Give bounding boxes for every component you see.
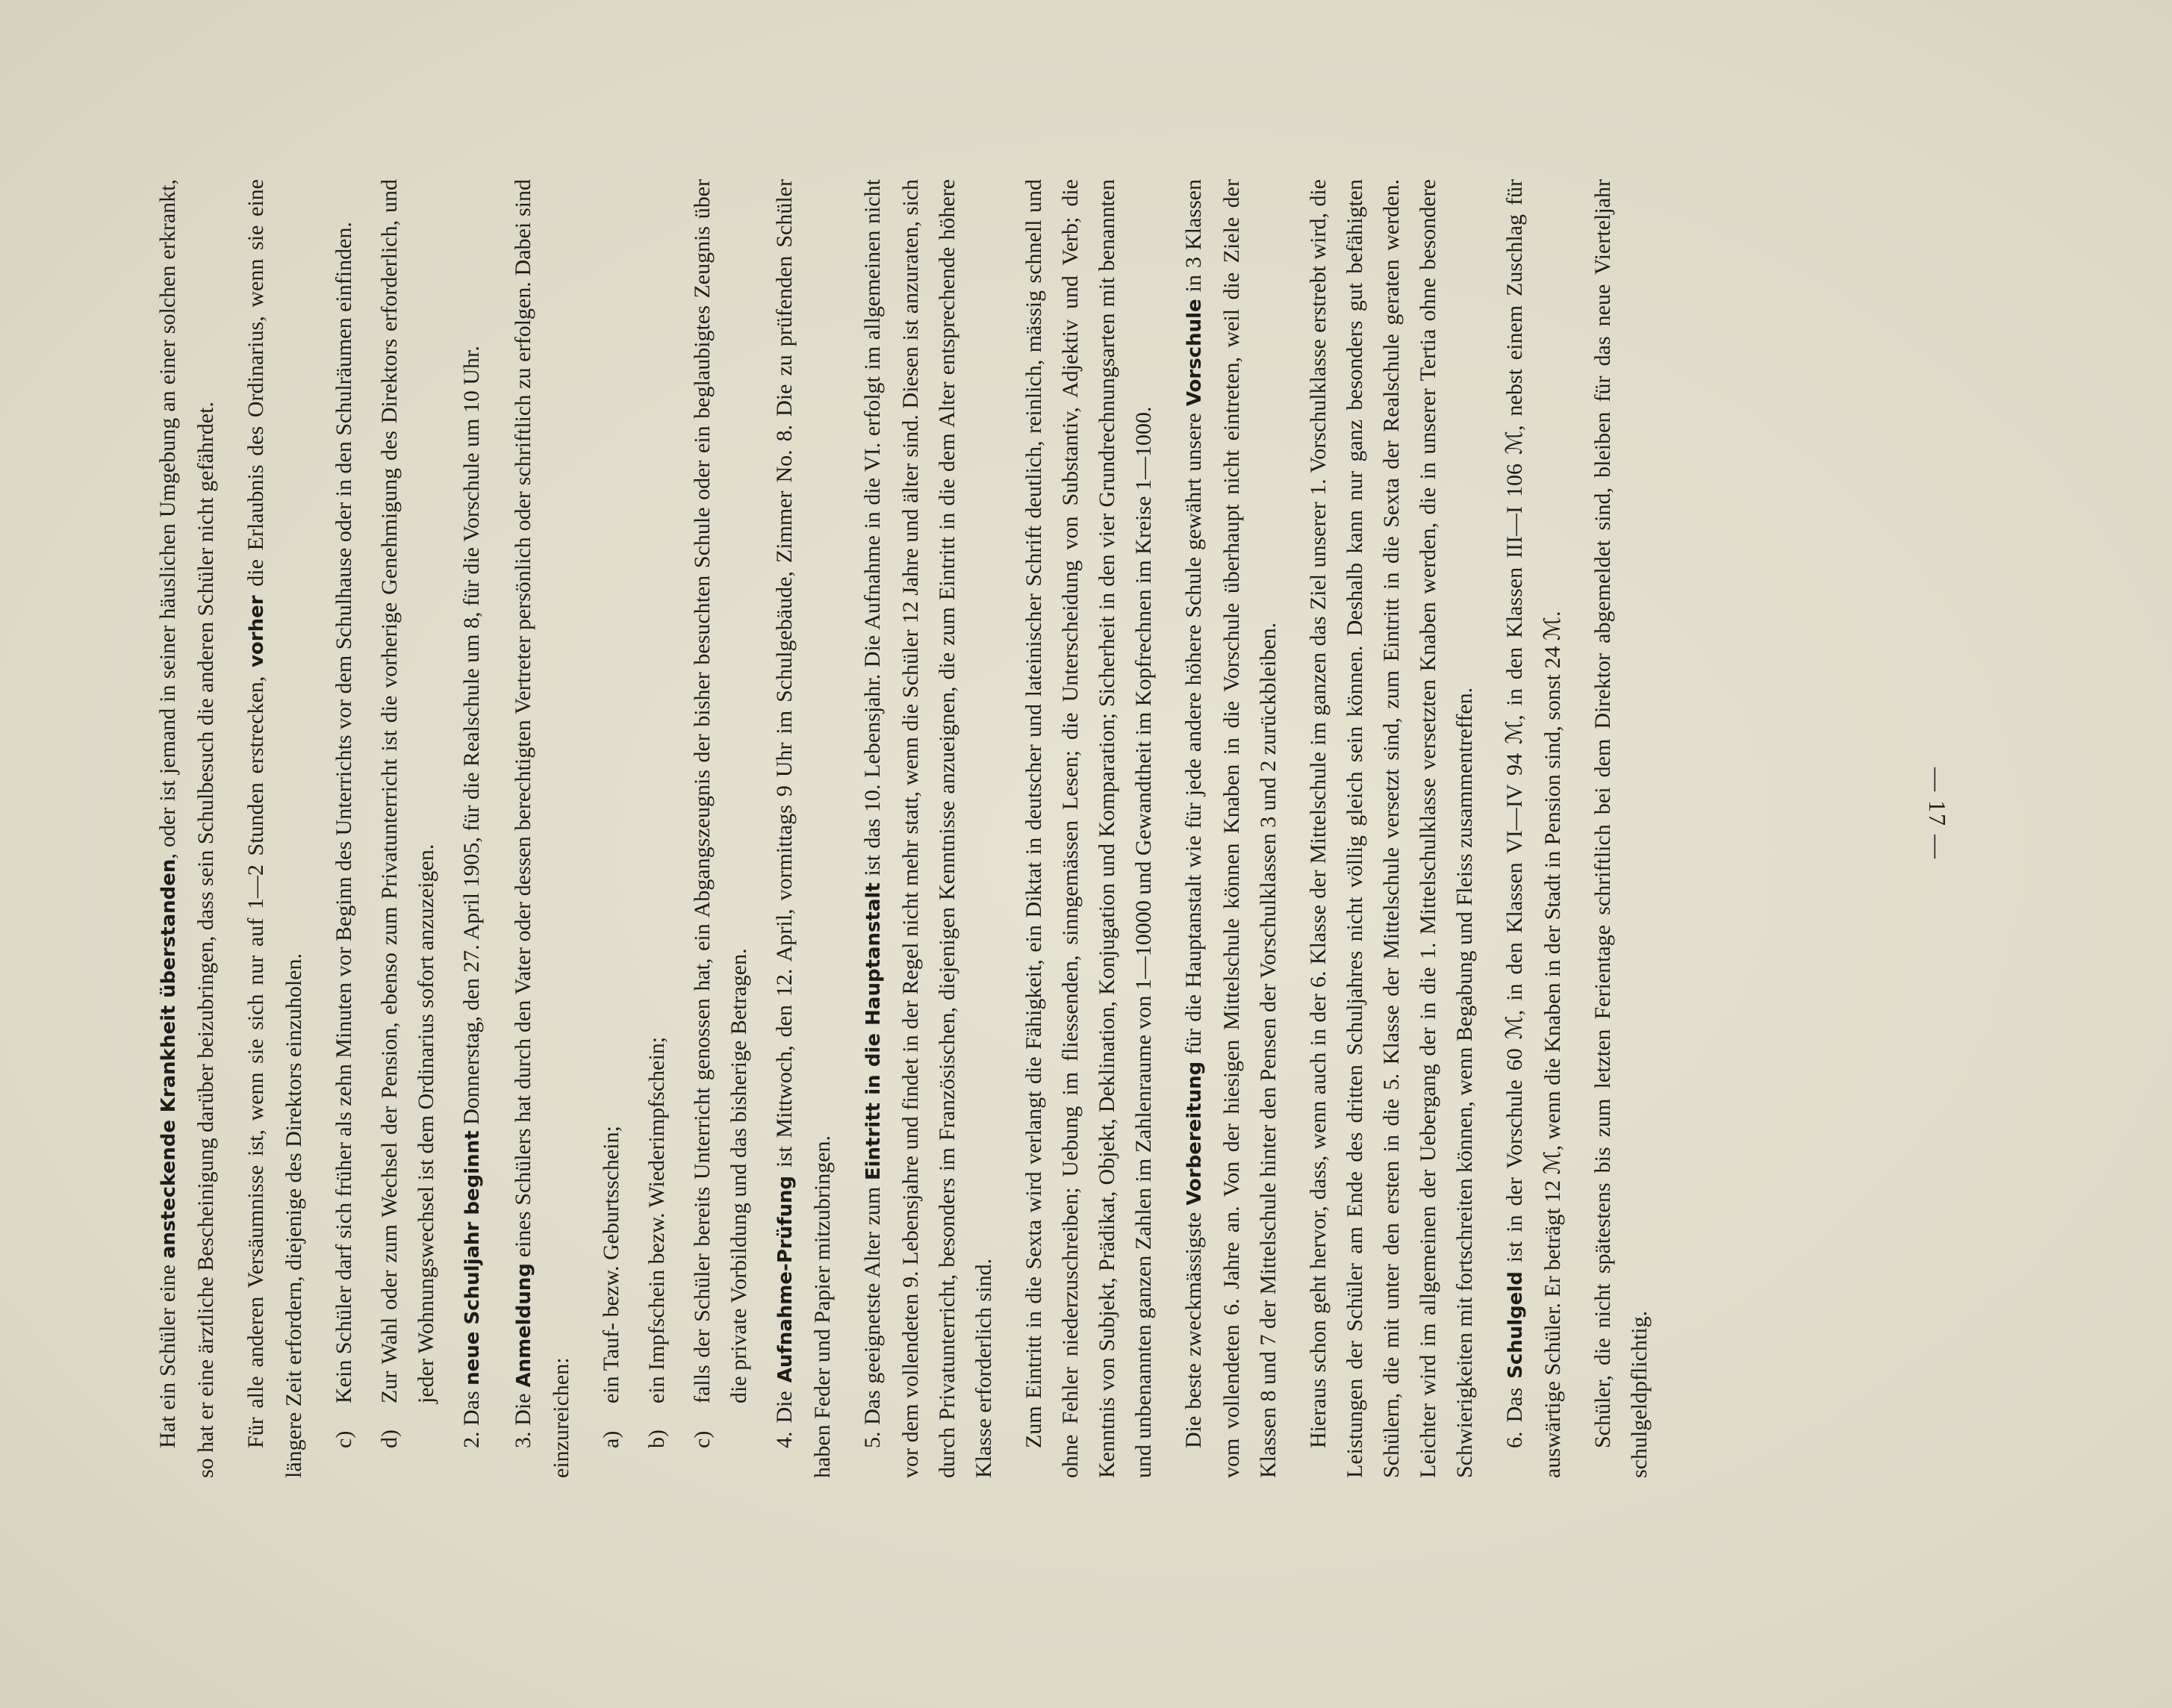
- text-run: ist das 10. Lebensjahr. Die Aufnahme in die VI. erfolgt im allgemeinen nicht vor dem vollendeten 9. Lebensjahre und findet in der Regel nicht mehr statt, wenn die Schüler 12 Jahre und älter sind. Diesen ist anzuraten, sich durch Privatunterricht, besonders im Französischen, diejenigen Kenntnisse anzueignen, die zum Eintritt in die dem Alter entsprechende höhere Klasse erforderlich sind.: [860, 179, 996, 1478]
- list-item-label: a): [599, 1430, 623, 1448]
- text-run: 6. Das: [1502, 1378, 1527, 1448]
- text-run: 5. Das geeignetste Alter zum: [860, 1180, 885, 1448]
- list-item-text: falls der Schüler bereits Unterricht genossen hat, ein Abgangszeugnis der bisher besuchten Schule oder ein beglaubigtes Zeugnis über die private Vorbildung und das bisherige Betragen.: [690, 179, 751, 1403]
- paragraph-contagious-illness: [149, 179, 224, 1478]
- list-item-text: Kein Schüler darf sich früher als zehn Minuten vor Beginn des Unterrichts vor dem Schulhause oder in den Schulräumen einfinden.: [332, 222, 356, 1403]
- text-run: , oder ist jemand in seiner häuslichen Umgebung an einer solchen erkrankt, so hat er eine ärztliche Bescheinigung darüber beizubringen, dass sein Schulbesuch die anderen Schüler nicht gefährdet.: [155, 179, 218, 1478]
- keyword-bold: Schulgeld: [1504, 1271, 1527, 1379]
- text-run: 2. Das: [459, 1385, 484, 1448]
- text-run: die Erlaubnis des Ordinarius, wenn sie eine längere Zeit erfordern, diejenige des Direktors einzuholen.: [243, 179, 306, 1478]
- text-run: 4. Die: [772, 1383, 797, 1448]
- list-item-label: c): [332, 1430, 356, 1448]
- list-item: [326, 179, 362, 1478]
- list-item-text: ein Tauf- bezw. Geburtsschein;: [599, 1126, 623, 1403]
- paragraph-deregistration: Schüler, die nicht spätestens bis zum letzten Ferientage schriftlich bei dem Direktor abgemeldet sind, bleiben für das neue Vierteljahr schulgeldpflichtig.: [1590, 179, 1652, 1478]
- keyword-bold: vorher: [246, 595, 268, 668]
- list-item-label: c): [690, 1430, 715, 1448]
- keyword-bold: Anmeldung: [513, 1263, 535, 1388]
- text-run: für die Hauptanstalt wie für jede andere höhere Schule gewährt unsere: [1181, 406, 1206, 1062]
- text-run: ist Mittwoch, den 12. April, vormittags 9 Uhr im Schulgebäude, Zimmer No. 8. Die zu prüfenden Schüler haben Feder und Papier mitzubringen.: [772, 179, 835, 1478]
- list-item-label: b): [644, 1430, 669, 1448]
- list-item: [593, 179, 629, 1478]
- paragraph-school-year: [453, 179, 491, 1478]
- paragraph-middle-school: Hieraus schon geht hervor, dass, wenn auch in der 6. Klasse der Mittelschule im ganzen das Ziel unserer 1. Vorschulklasse erstrebt wird, die Leistungen der Schüler am Ende des dritten Schuljahres nicht völlig gleich sein können. Deshalb kann nur ganz besonders gut befähigten Schülern, die mit unter den ersten in die 5. Klasse der Mittelschule versetzt sind, zum Eintritt in die Sexta der Realschule geraten werden. Leichter wird im allgemeinen der Uebergang der in die 1. Mittelschulklasse versetzten Knaben werden, die in unserer Tertia ohne besondere Schwierigkeiten mit fortschreiten können, wenn Begabung und Fleiss zusammentreffen.: [1306, 179, 1477, 1478]
- keyword-bold: Vorschule: [1183, 299, 1206, 407]
- list-item-text: ein Impfschein bezw. Wiederimpfschein;: [644, 1036, 669, 1403]
- list-item: [638, 179, 675, 1478]
- text-run: Für alle anderen Versäumnisse ist, wenn sie sich nur auf 1—2 Stunden erstrecken,: [243, 667, 268, 1448]
- rotated-document-page: [149, 75, 1951, 1590]
- list-item: [371, 179, 444, 1478]
- page-content: [149, 179, 1941, 1478]
- keyword-bold: neue Schuljahr beginnt: [461, 1130, 484, 1386]
- text-run: ist in der Vorschule 60 ℳ, in den Klassen VI—IV 94 ℳ, in den Klassen III—I 106 ℳ, nebst einem Zuschlag für auswärtige Schüler. Er beträgt 12 ℳ, wenn die Knaben in der Stadt in Pension sind, sonst 24 ℳ.: [1502, 179, 1565, 1478]
- paragraph-registration: [505, 179, 579, 1478]
- paragraph-sexta-requirements: Zum Eintritt in die Sexta wird verlangt die Fähigkeit, ein Diktat in deutscher und lateinischer Schrift deutlich, reinlich, mässig schnell und ohne Fehler niederzuschreiben; Uebung im fliessenden, sinngemässen Lesen; die Unterscheidung von Substantiv, Adjektiv und Verb; die Kenntnis von Subjekt, Prädikat, Objekt, Deklination, Konjugation und Komparation; Sicherheit in den vier Grundrechnungsarten mit benannten und unbenannten ganzen Zahlen im Zahlenraume von 1—10000 und Gewandtheit im Kopfrechnen im Kreise 1—1000.: [1021, 179, 1156, 1478]
- paragraph-entrance-exam: [766, 179, 841, 1478]
- paragraph-preparation: [1175, 179, 1286, 1478]
- text-run: in 3 Klassen vom vollendeten 6. Jahre an. Von der hiesigen Mittelschule können Knaben in die Vorschule überhaupt nicht eintreten, weil die Ziele der Klassen 8 und 7 der Mittelschule hinter den Pensen der Vorschulklassen 3 und 2 zurückbleiben.: [1181, 179, 1281, 1478]
- page-number: — 17 —: [1924, 767, 1951, 860]
- list-item-text: Zur Wahl oder zum Wechsel der Pension, ebenso zum Privatunterricht ist die vorherige Genehmigung des Direktors erforderlich, und jeder Wohnungswechsel ist dem Ordinarius sofort anzuzeigen.: [377, 179, 438, 1403]
- paragraph-entry-age: [854, 179, 1002, 1478]
- paragraph-tuition: [1496, 179, 1571, 1478]
- keyword-bold: ansteckende Krankheit überstanden: [158, 858, 180, 1259]
- keyword-bold: Vorbereitung: [1183, 1061, 1206, 1206]
- paragraph-absences: [237, 179, 312, 1478]
- text-run: Donnerstag, den 27. April 1905, für die Realschule um 8, für die Vorschule um 10 Uhr.: [459, 346, 484, 1131]
- text-run: Die beste zweckmässigste: [1181, 1205, 1206, 1448]
- text-run: eines Schülers hat durch den Vater oder dessen berechtigten Vertreter persönlich oder schriftlich zu erfolgen. Dabei sind einzureichen:: [511, 179, 573, 1478]
- list-item-label: d): [377, 1430, 402, 1448]
- text-run: Hat ein Schüler eine: [155, 1258, 180, 1448]
- text-run: 3. Die: [511, 1387, 535, 1448]
- keyword-bold: Aufnahme-Prüfung: [774, 1175, 797, 1383]
- keyword-bold: Eintritt in die Hauptanstalt: [862, 882, 885, 1181]
- list-item: [684, 179, 757, 1478]
